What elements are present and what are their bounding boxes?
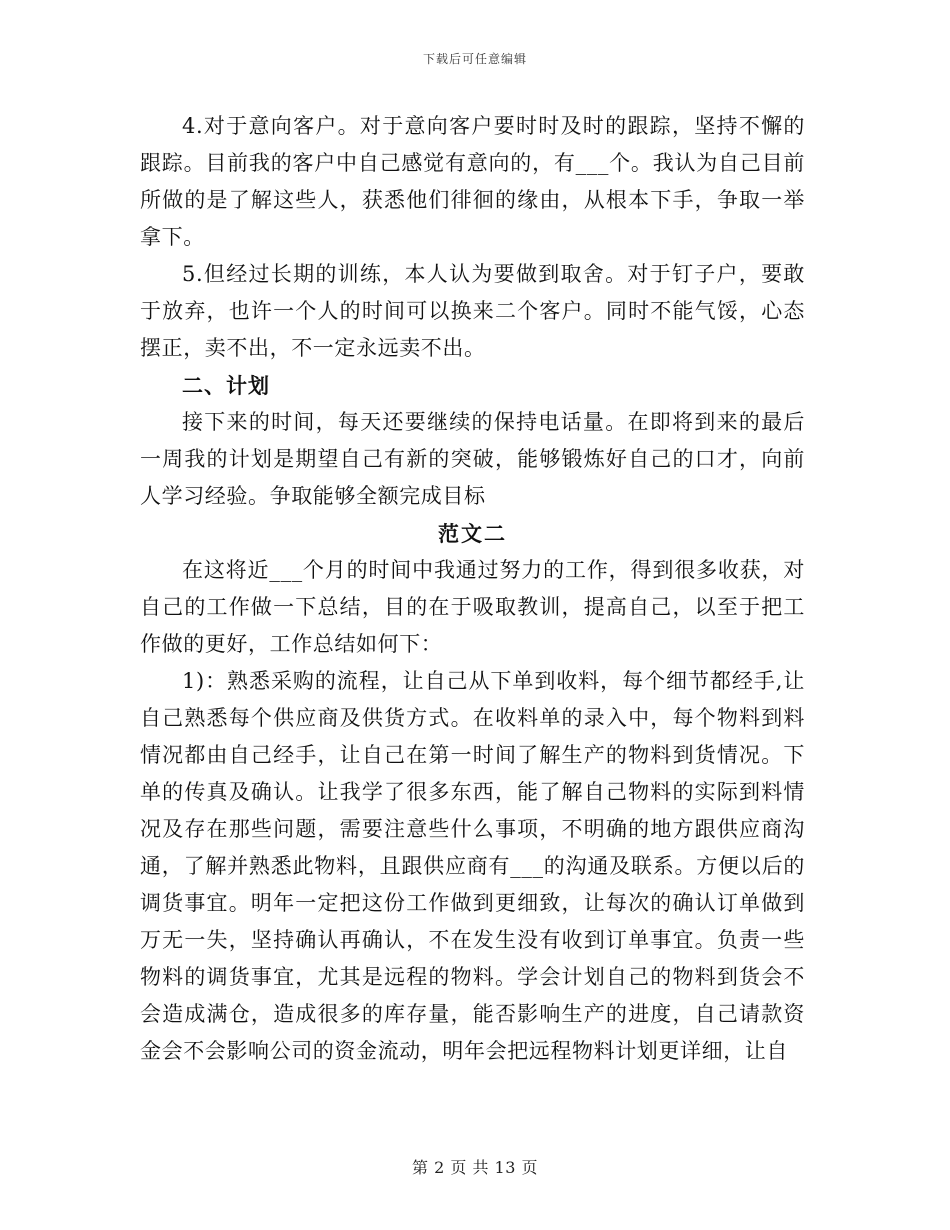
document-header-note: 下载后可任意编辑 <box>422 52 527 66</box>
section-heading-plan: 二、计划 <box>182 373 270 398</box>
paragraph-item-1: 1)：熟悉采购的流程，让自己从下单到收料，每个细节都经手,让自己熟悉每个供应商及供货方式。在收料单的录入中，每个物料到料情况都由自己经手，让自己在第一时间了解生产的物料到货情况。下单的传真及确认。让我学了很多东西，能了解自己物料的实际到料情况及存在那些问题，需要注意些什么事项，不明确的地方跟供应商沟通，了解并熟悉此物料，且跟供应商有___的沟通及联系。方便以后的调货事宜。明年一定把这份工作做到更细致，让每次的确认订单做到万无一失，坚持确认再确认，不在发生没有收到订单事宜。负责一些物料的调货事宜，尤其是远程的物料。学会计划自己的物料到货会不会造成满仓，造成很多的库存量，能否影响生产的进度，自己请款资金会不会影响公司的资金流动，明年会把远程物料计划更详细，让自 <box>140 669 805 1063</box>
page-number-footer: 第 2 页 共 13 页 <box>412 1158 538 1177</box>
paragraph-intro: 在这将近___个月的时间中我通过努力的工作，得到很多收获，对自己的工作做一下总结，目的在于吸取教训，提高自己，以至于把工作做的更好，工作总结如何下： <box>140 558 805 656</box>
sample-title: 范文二 <box>438 521 507 546</box>
paragraph-plan: 接下来的时间，每天还要继续的保持电话量。在即将到来的最后一周我的计划是期望自己有新的突破，能够锻炼好自己的口才，向前人学习经验。争取能够全额完成目标 <box>140 410 805 508</box>
paragraph-trade-offs: 5.但经过长期的训练，本人认为要做到取舍。对于钉子户，要敢于放弃，也许一个人的时间可以换来二个客户。同时不能气馁，心态摆正，卖不出，不一定永远卖不出。 <box>140 262 805 360</box>
paragraph-intentional-customers: 4.对于意向客户。对于意向客户要时时及时的跟踪，坚持不懈的跟踪。目前我的客户中自己感觉有意向的，有___个。我认为自己目前所做的是了解这些人，获悉他们徘徊的缘由，从根本下手，争取一举拿下。 <box>140 114 805 249</box>
document-body <box>140 108 805 1070</box>
